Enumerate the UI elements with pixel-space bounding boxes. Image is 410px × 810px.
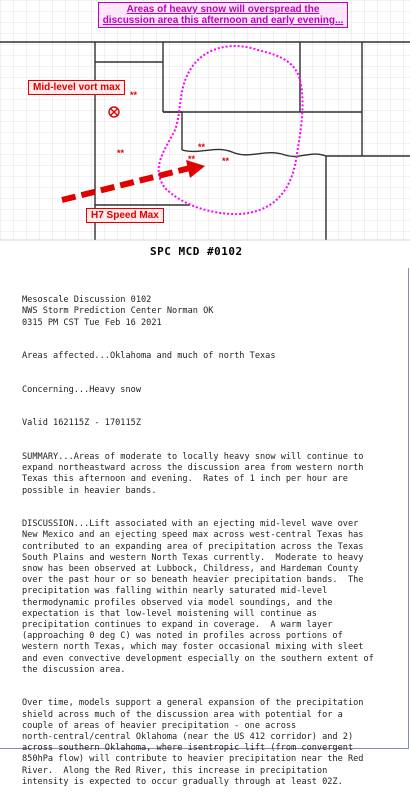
svg-text:**: ** [222, 156, 230, 166]
concerning: Concerning...Heavy snow [22, 384, 141, 395]
map-graphic [0, 0, 410, 268]
svg-text:**: ** [188, 154, 196, 164]
header-line-2: NWS Storm Prediction Center Norman OK [22, 306, 214, 317]
svg-text:**: ** [198, 142, 206, 152]
svg-text:**: ** [130, 90, 138, 100]
discussion-paragraph-2: Over time, models support a general expansion of the precipitation shield across much of the discussion area with potential for a couple of areas of heavier precipitation - one across north-central/central Oklahoma (near the US 412 corridor) and 2) across southern Oklahoma, where isentropic lift (from convergent 850hPa flow) will contribute to heavier precipitation near the Red River. Along the Red River, this increase in precipitation intensity is expected to occur gradually through at least 02Z. [22, 698, 364, 787]
header-line-3: 0315 PM CST Tue Feb 16 2021 [22, 317, 162, 328]
valid-time: Valid 162115Z - 170115Z [22, 418, 141, 429]
summary: SUMMARY...Areas of moderate to locally heavy snow will continue to expand northeastward across the discussion area from western north Texas this afternoon and evening. Rates of 1 inch per hour are possible in heavier bands. [22, 451, 364, 496]
speed-max-label: H7 Speed Max [86, 208, 164, 223]
svg-text:**: ** [117, 148, 125, 158]
map-caption: Areas of heavy snow will overspread the discussion area this afternoon and early evening... [98, 2, 348, 28]
county-grid [0, 0, 410, 240]
discussion-paragraph-1: DISCUSSION...Lift associated with an ejecting mid-level wave over New Mexico and an ejecting speed max across west-central Texas has contributed to an expanding area of precipitation across the Texas South Plains and western North Texas currently. Moderate to heavy snow has been observed at Lubbock, Childress, and Hardeman County over the past hour or so beneath heavier precipitation bands. The precipitation was falling within nearly saturated mid-level thermodynamic profiles observed via model soundings, and the expectation is that low-level moistening will continue as precipitation continues to expand in coverage. A warm layer (approaching 0 deg C) was noted in profiles across portions of western north Texas, which may foster occasional mixing with sleet and even convective development especially on the southern extent of the discussion area. [22, 519, 374, 675]
discussion-text [22, 284, 406, 810]
mcd-number: SPC MCD #0102 [150, 245, 243, 258]
header-line-1: Mesoscale Discussion 0102 [22, 295, 152, 306]
vort-max-label: Mid-level vort max [28, 80, 125, 95]
discussion-map [0, 0, 410, 268]
areas-affected: Areas affected...Oklahoma and much of north Texas [22, 351, 276, 362]
